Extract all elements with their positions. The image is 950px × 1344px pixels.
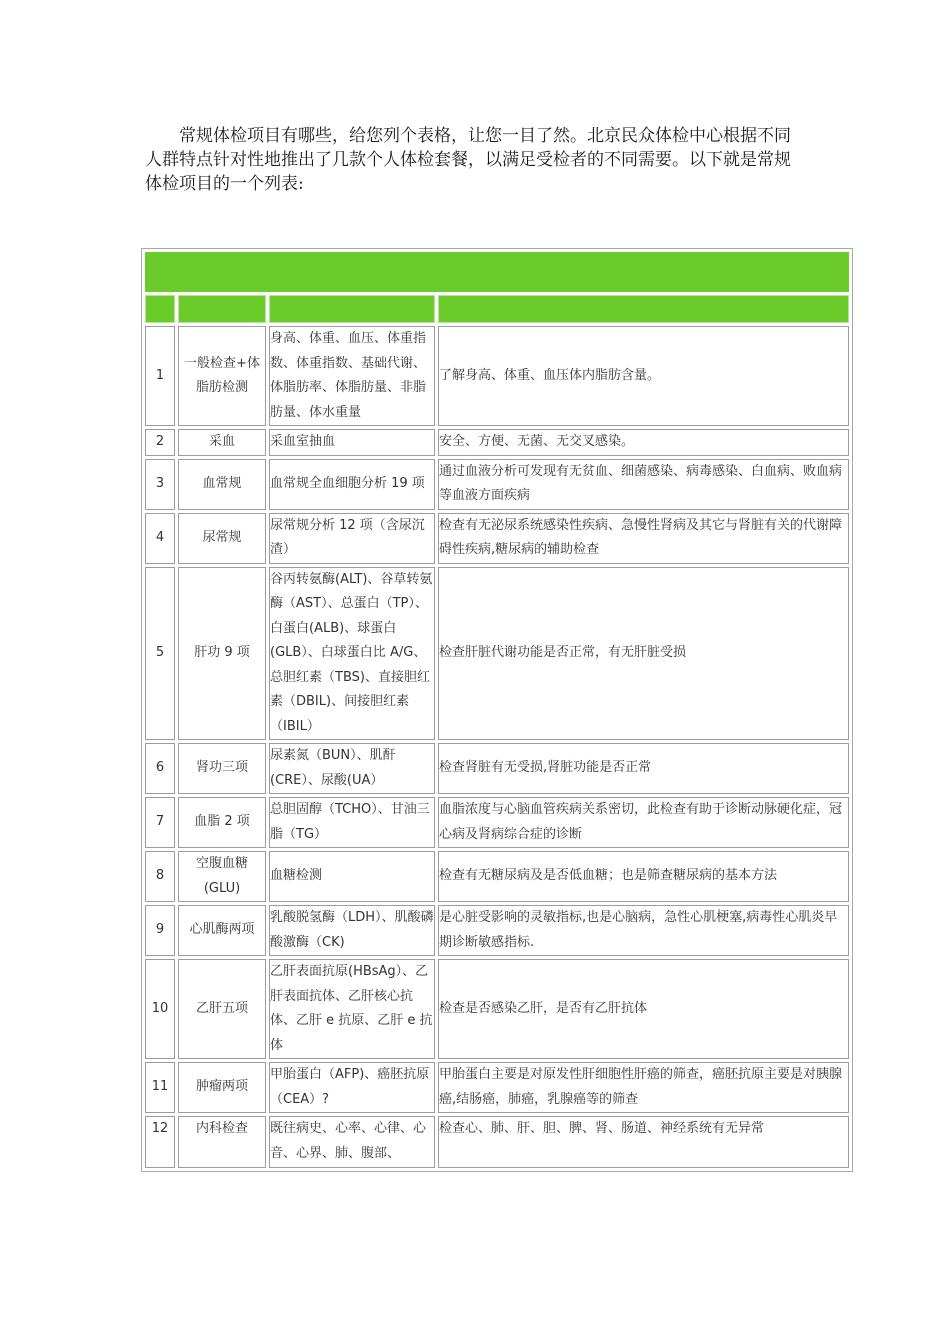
table-row — [145, 459, 849, 510]
checkup-table — [141, 248, 853, 1172]
row-description — [438, 1116, 849, 1168]
row-number-text: 12 — [151, 1121, 169, 1136]
row-name: 尿常规 — [178, 513, 266, 564]
intro-paragraph: 常规体检项目有哪些，给您列个表格，让您一目了然。北京民众体检中心根据不同人群特点针对性地推出了几款个人体检套餐，以满足受检者的不同需要。以下就是常规体检项目的一个列表: — [145, 126, 791, 194]
row-items: 谷丙转氨酶(ALT)、谷草转氨酶（AST）、总蛋白（TP）、白蛋白(ALB)、球蛋白(GLB）、白球蛋白比 A/G、总胆红素（TBS)、直接胆红素（DBIL)、间接胆红素（IBIL） — [269, 567, 435, 741]
row-number: 3 — [145, 459, 175, 510]
title-bar-cell — [145, 252, 849, 292]
table-row — [145, 905, 849, 956]
header-cell-name — [178, 295, 266, 323]
row-items: 血常规全血细胞分析 19 项 — [269, 459, 435, 510]
row-number: 6 — [145, 743, 175, 794]
row-number: 5 — [145, 567, 175, 741]
table-row — [145, 959, 849, 1059]
table-row — [145, 429, 849, 456]
row-description: 检查肾脏有无受损,肾脏功能是否正常 — [438, 743, 849, 794]
row-items: 采血室抽血 — [269, 429, 435, 456]
row-name: 肿瘤两项 — [178, 1062, 266, 1113]
row-description: 血脂浓度与心脑血管疾病关系密切，此检查有助于诊断动脉硬化症，冠心病及肾病综合症的诊断 — [438, 797, 849, 848]
row-name: 一般检查+体脂肪检测 — [178, 326, 266, 426]
row-number: 4 — [145, 513, 175, 564]
row-description: 安全、方便、无菌、无交叉感染。 — [438, 429, 849, 456]
row-name: 乙肝五项 — [178, 959, 266, 1059]
row-number: 10 — [145, 959, 175, 1059]
table-row — [145, 743, 849, 794]
table-row — [145, 851, 849, 902]
row-description: 检查肝脏代谢功能是否正常，有无肝脏受损 — [438, 567, 849, 741]
table-row — [145, 567, 849, 741]
row-items-text: 既往病史、心率、心律、心音、心界、肺、腹部、 — [270, 1121, 427, 1161]
row-items: 身高、体重、血压、体重指数、体重指数、基础代谢、体脂肪率、体脂肪量、非脂肪量、体水重量 — [269, 326, 435, 426]
row-number: 7 — [145, 797, 175, 848]
row-name: 心肌酶两项 — [178, 905, 266, 956]
table-body — [145, 252, 849, 1168]
row-name: 空腹血糖(GLU) — [178, 851, 266, 902]
row-name: 肾功三项 — [178, 743, 266, 794]
row-items: 尿常规分析 12 项（含尿沉渣） — [269, 513, 435, 564]
row-items: 甲胎蛋白（AFP)、癌胚抗原（CEA）? — [269, 1062, 435, 1113]
table-row — [145, 326, 849, 426]
row-description: 了解身高、体重、血压体内脂肪含量。 — [438, 326, 849, 426]
row-number — [145, 1116, 175, 1168]
table-row — [145, 797, 849, 848]
row-name: 肝功 9 项 — [178, 567, 266, 741]
table-header-row — [145, 295, 849, 323]
intro-text — [145, 124, 805, 196]
row-name: 采血 — [178, 429, 266, 456]
row-name: 血常规 — [178, 459, 266, 510]
row-description: 是心脏受影响的灵敏指标,也是心脑病，急性心肌梗塞,病毒性心肌炎早期诊断敏感指标. — [438, 905, 849, 956]
row-items: 总胆固醇（TCHO）、甘油三脂（TG） — [269, 797, 435, 848]
row-number: 1 — [145, 326, 175, 426]
table-row — [145, 1116, 849, 1168]
row-name — [178, 1116, 266, 1168]
row-items: 乙肝表面抗原(HBsAg）、乙肝表面抗体、乙肝核心抗体、乙肝 e 抗原、乙肝 e 抗体 — [269, 959, 435, 1059]
row-items: 乳酸脱氢酶（LDH）、肌酸磷酸激酶（CK) — [269, 905, 435, 956]
row-name-text: 内科检查 — [195, 1121, 248, 1136]
table-row — [145, 513, 849, 564]
row-name: 血脂 2 项 — [178, 797, 266, 848]
row-description: 甲胎蛋白主要是对原发性肝细胞性肝癌的筛查，癌胚抗原主要是对胰腺癌,结肠癌，肺癌，乳腺癌等的筛查 — [438, 1062, 849, 1113]
row-description: 检查有无糖尿病及是否低血糖；也是筛查糖尿病的基本方法 — [438, 851, 849, 902]
table-row — [145, 1062, 849, 1113]
row-description-text: 检查心、肺、肝、胆、脾、肾、肠道、神经系统有无异常 — [439, 1121, 765, 1136]
header-cell-number — [145, 295, 175, 323]
row-number: 2 — [145, 429, 175, 456]
row-number: 11 — [145, 1062, 175, 1113]
row-items: 血糖检测 — [269, 851, 435, 902]
row-items: 尿素氮（BUN）、肌酐(CRE）、尿酸(UA） — [269, 743, 435, 794]
row-number: 8 — [145, 851, 175, 902]
header-cell-description — [438, 295, 849, 323]
row-description: 检查是否感染乙肝，是否有乙肝抗体 — [438, 959, 849, 1059]
table-title-bar — [145, 252, 849, 292]
row-number: 9 — [145, 905, 175, 956]
row-description: 通过血液分析可发现有无贫血、细菌感染、病毒感染、白血病、败血病等血液方面疾病 — [438, 459, 849, 510]
header-cell-item — [269, 295, 435, 323]
row-items — [269, 1116, 435, 1168]
row-description: 检查有无泌尿系统感染性疾病、急慢性肾病及其它与肾脏有关的代谢障碍性疾病,糖尿病的辅助检查 — [438, 513, 849, 564]
